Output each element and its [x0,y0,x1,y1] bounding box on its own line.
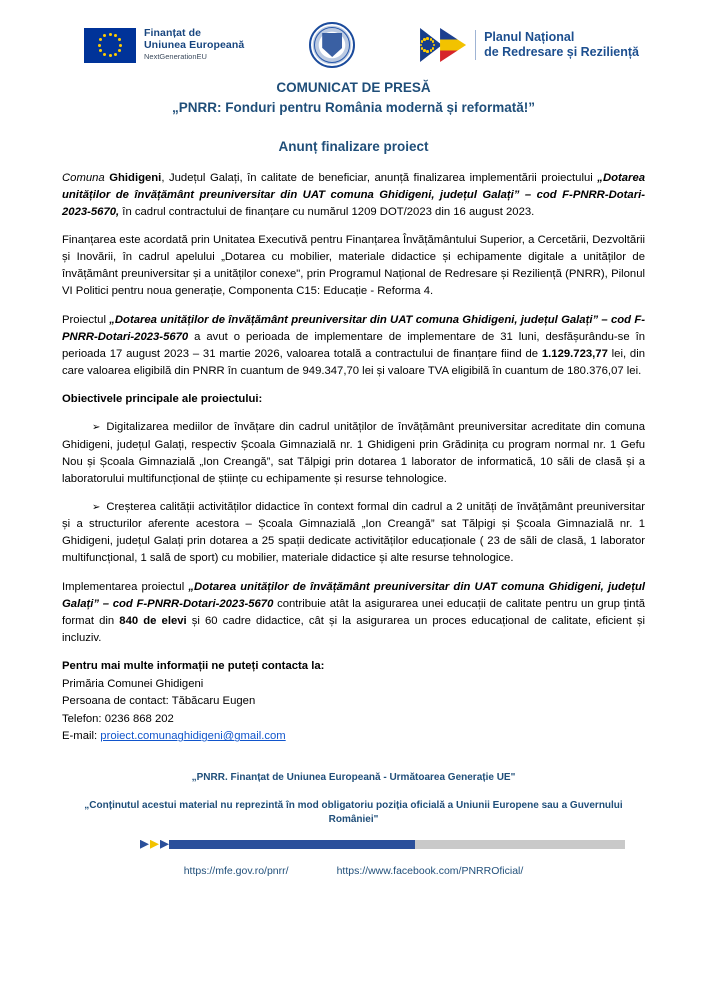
eu-star-icon [114,34,117,37]
footer-link-facebook[interactable]: https://www.facebook.com/PNRROficial/ [336,864,524,877]
eu-star-icon [423,49,426,52]
eu-star-icon [103,53,106,56]
eu-logo-line1: Finanțat de [144,27,202,40]
eu-star-icon [99,38,102,41]
objective-bullet-2-text: Creșterea calității activităților didactice în context formal din cadrul a 2 unități de învățământ preuniversitar și a structurilor aferente acestora – Școala Gimnazială „Ion Creangă” sat Tălpigi și Școala Gimnazială nr. 1 Ghidigeni, județul Galați prin dotarea a 25 spații dedicate activităților educaționale ( 23 de săli de clasă, 1 laborator multifuncțional, 1 sală de sport) cu mobilier, materiale didactice și alte resurse tehnologice. [62,501,645,565]
p4-student-count: 840 de elevi [119,614,187,627]
contact-email-label: E-mail: [62,730,101,743]
eu-flag-icon [84,28,136,63]
objective-bullet-1-text: Digitalizarea mediilor de învățare din cadrul unităților de învățământ preuniversitar acreditate din comuna Ghidigeni, județul Galați, respectiv Școala Gimnazială nr. 1 Ghidigeni prin Grădinița cu program normal nr. 1 Gefu Nou și Școala Gimnazială „Ion Creangă”, sat Tălpigi prin dotarea 1 laborator de informatică, 10 săli de clasă și a laboratorului multifuncțional de științe cu echipamente și resurse tehnologice. [62,421,645,485]
page-subtitle-slogan: „PNRR: Fonduri pentru România modernă și reformată!” [171,100,536,116]
eu-star-icon [430,49,433,52]
contact-phone: Telefon: 0236 868 202 [62,712,174,725]
objectives-heading: Obiectivele principale ale proiectului: [62,393,263,406]
eu-funding-logo [84,28,244,63]
p4-s3: contribuie atât la asigurarea unei educații de calitate pentru un grup țintă format din [62,597,645,627]
p1-s3: , Județul Galați, în calitate de beneficiar, anunță finalizarea implementării proiectului [161,171,598,184]
footer-decorative-bar [62,840,645,849]
eu-star-icon [421,47,424,50]
document-body [62,170,645,746]
paragraph-2: Finanțarea este acordată prin Unitatea Executivă pentru Finanțarea Învățământului Superior, a Cercetării, Dezvoltării și Inovării, în cadrul apelului „Dotarea cu mobilier, materiale didactice și echipamente digitale a unităților de învățământ preuniversitar și a unităților conexe", prin Programul Național de Redresare și Reziliență (PNRR), Pilonul VI Politici pentru noua generație, Componenta C15: Educație - Reforma 4. [62,233,645,298]
objective-bullet-1 [62,419,645,488]
eu-star-icon [433,44,436,47]
p3-s5: lei, din care valoarea eligibilă din PNRR în cuantum de 949.347,70 lei și valoare TVA eligibilă în cuantum de 180.376,07 lei. [62,347,645,378]
romania-tricolor-arrow-icon [440,28,466,62]
romania-government-seal-icon [309,22,355,68]
pnrr-logo-line1: Planul Național [484,30,575,45]
p1-s5: în cadrul contractului de finanțare cu numărul 1209 DOT/2023 din 16 august 2023. [119,205,535,218]
p4-s5: și 60 cadre didactice, cât și la asigurarea un proces educațional de calitate, eficient și incluziv. [62,614,645,645]
eu-star-icon [423,38,426,41]
p3-total-value: 1.129.723,77 [541,347,608,360]
announcement-title: Anunț finalizare proiect [278,138,429,154]
eu-logo-text [144,28,244,61]
eu-star-icon [98,44,101,47]
pnrr-arrows-icon [420,28,466,62]
eu-logo-line2: Uniunea Europeană [144,39,245,52]
document-footer [62,772,645,877]
footer-arrow-2-icon [150,840,159,849]
eu-star-icon [426,50,429,53]
eu-star-icon [421,40,424,43]
contact-heading: Pentru mai multe informații ne puteți contacta la: [62,660,325,673]
document-title-block [62,78,645,119]
pnrr-logo [420,28,639,62]
contact-email-line [62,728,645,746]
eu-star-icon [114,53,117,56]
eu-star-icon [118,38,121,41]
objective-bullet-2 [62,499,645,568]
eu-logo-line3: NextGenerationEU [144,52,207,62]
paragraph-1 [62,170,645,221]
contact-email-link[interactable]: proiect.comunaghidigeni@gmail.com [100,730,286,743]
p3-project-name: „Dotarea unităților de învățământ preuniversitar din UAT comuna Ghidigeni, județul Galați” – cod F-PNRR-Dotari-2023-5670 [62,313,645,343]
page-title: COMUNICAT DE PRESĂ [276,80,431,95]
footer-arrows-icon [140,840,169,849]
pnrr-logo-text [475,30,639,60]
eu-star-icon [118,49,121,52]
eu-star-icon [420,44,423,47]
contact-institution: Primăria Comunei Ghidigeni [62,677,204,690]
p1-s2: Ghidigeni [109,171,162,184]
eu-star-icon [109,33,112,36]
eu-star-icon [432,40,435,43]
contact-block [62,658,645,746]
footer-links [62,865,645,877]
logo-bar [62,0,645,62]
paragraph-3 [62,312,645,381]
footer-note-2: „Conținutul acestui material nu reprezintă în mod obligatoriu poziția oficială a Uniunii Europene sau a Guvernului României" [84,799,623,826]
eu-star-icon [432,47,435,50]
p3-s1: Proiectul [62,313,110,326]
eu-arrow-icon [420,28,442,62]
eu-star-icon [99,49,102,52]
p3-s3: a avut o perioada de implementare de implementare de 31 luni, desfășurându-se în perioada 17 august 2023 – 31 martie 2026, valoarea totală a contractului de finanțare fiind de [62,330,645,360]
footer-arrow-1-icon [140,840,149,849]
p4-s1: Implementarea proiectul [62,580,189,593]
eu-star-icon [109,54,112,57]
contact-person: Persoana de contact: Tăbăcaru Eugen [62,695,256,708]
pnrr-logo-line2: de Redresare și Reziliență [484,45,639,59]
footer-note-1: „PNRR. Finanțat de Uniunea Europeană - Următoarea Generație UE" [191,771,516,783]
arrow-bullet-icon: ➢ [92,422,101,434]
p1-project-name: „Dotarea unităților de învățământ preuniversitar din UAT comuna Ghidigeni, județul Galați” – cod F-PNRR-Dotari-2023-5670, [62,171,646,218]
p4-project-name: „Dotarea unităților de învățământ preuniversitar din UAT comuna Ghidigeni, județul Galați” – cod F-PNRR-Dotari-2023-5670 [62,580,645,610]
footer-arrow-3-icon [160,840,169,849]
footer-bar-navy [169,840,415,849]
eu-star-icon [119,44,122,47]
footer-link-mfe[interactable]: https://mfe.gov.ro/pnrr/ [183,864,289,877]
paragraph-4 [62,579,645,648]
p1-s1: Comuna [62,171,110,184]
eu-star-icon [426,37,429,40]
arrow-bullet-icon: ➢ [92,502,101,513]
eu-star-icon [103,34,106,37]
footer-bar-gray [415,840,625,849]
